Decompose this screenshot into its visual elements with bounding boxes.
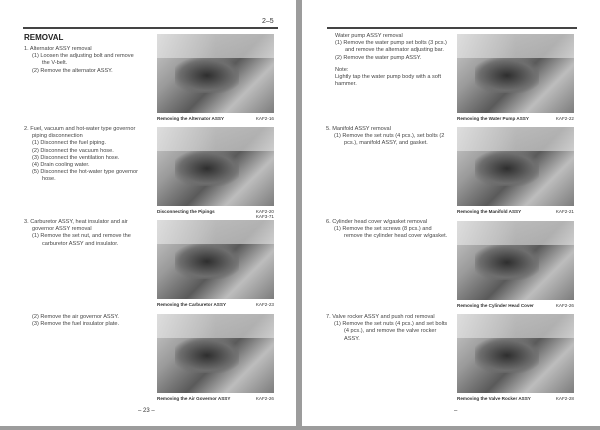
step-7 [326,314,451,343]
photo-water-pump [457,34,574,113]
step-item: (1) Remove the set nuts (4 pcs.) and set bolts (4 pcs.), and remove the valve rocker ASSY. [334,321,448,342]
step-item: (4) Drain cooling water. [32,162,90,169]
caption-text: Disconnecting the Pipings [157,209,215,214]
step-6 [326,219,451,241]
caption-text: Removing the Water Pump ASSY [457,116,529,121]
step-item: (1) Remove the set nuts (4 pcs.), set bolts (2 pcs.), manifold ASSY, and gasket. [334,133,445,147]
step-item: (2) Remove the alternator ASSY. [32,67,113,74]
step-item: (1) Remove the water pump set bolts (3 pcs.) and remove the alternator adjusting bar. [335,40,447,54]
step-item: (3) Disconnect the ventilation hose. [32,154,120,161]
figure-caption [157,302,274,307]
caption-text: Removing the Cylinder Head Cover [457,303,534,308]
step-title: Water pump ASSY removal [335,33,403,39]
step-4 [335,33,451,88]
photo-carburetor [157,220,274,299]
header-rule [327,27,577,29]
step-title: 7. Valve rocker ASSY and push rod removal [326,314,435,320]
figure-code: KAF2-26 [255,396,274,401]
photo-pipings [157,127,274,206]
figure-code: KAF2-22 [555,116,574,121]
step-item: (2) Remove the water pump ASSY. [335,54,422,61]
step-item: (1) Remove the set screws (8 pcs.) and remove the cylinder head cover w/gasket. [334,226,448,240]
figure-caption [457,303,574,308]
figure-code: KAF2-26 [555,303,574,308]
step-2 [24,126,142,184]
figure-caption [457,396,574,401]
step-item: (5) Disconnect the hot-water type governor hose. [32,169,139,183]
photo-manifold [457,127,574,206]
photo-cylinder-head-cover [457,221,574,300]
page-number: – [454,408,458,414]
page-number: – 23 – [138,408,155,414]
note-label: Note: [335,66,349,73]
figure-caption [157,396,274,401]
step-item: (1) Loosen the adjusting bolt and remove the V-belt. [32,53,134,67]
figure-caption [457,116,574,121]
caption-text: Removing the Carburetor ASSY [157,302,227,307]
figure-code: KAF2-23 [255,302,274,307]
header-rule [23,27,278,29]
note-text: Lightly tap the water pump body with a soft hammer. [335,74,442,88]
figure-code: KAF2-16 [255,116,274,121]
step-title: 2. Fuel, vacuum and hot-water type governor piping disconnection [24,126,136,140]
photo-valve-rocker [457,314,574,393]
figure-caption [157,116,274,121]
caption-text: Removing the Alternator ASSY [157,116,225,121]
page-header-number: 2–5 [262,18,274,25]
step-title: 5. Manifold ASSY removal [326,126,391,132]
step-3-continued [24,314,142,328]
right-page [302,0,600,426]
step-1 [24,46,142,75]
figure-caption [457,209,574,214]
step-title: 1. Alternator ASSY removal [24,46,92,52]
step-5 [326,126,451,148]
step-item: (1) Disconnect the fuel piping. [32,140,107,147]
photo-air-governor [157,314,274,393]
section-title: REMOVAL [24,33,64,42]
figure-code: KAF2-20 KAF3-71 [255,209,274,219]
caption-text: Removing the Air Governor ASSY [157,396,231,401]
photo-alternator [157,34,274,113]
step-title: 3. Carburetor ASSY, heat insulator and air governor ASSY removal [24,219,128,233]
step-item: (2) Remove the air governor ASSY. [32,314,119,320]
step-3 [24,219,142,248]
caption-text: Removing the Manifold ASSY [457,209,522,214]
figure-code: KAF2-28 [555,396,574,401]
caption-text: Removing the Valve Rocker ASSY [457,396,531,401]
step-item: (2) Disconnect the vacuum hose. [32,147,114,154]
step-item: (1) Remove the set nut, and remove the carburetor ASSY and insulator. [32,233,131,247]
step-title: 6. Cylinder head cover w/gasket removal [326,219,428,225]
figure-caption [157,209,274,219]
left-page [0,0,296,426]
step-item: (3) Remove the fuel insulator plate. [32,321,120,328]
figure-code: KAF2-21 [555,209,574,214]
